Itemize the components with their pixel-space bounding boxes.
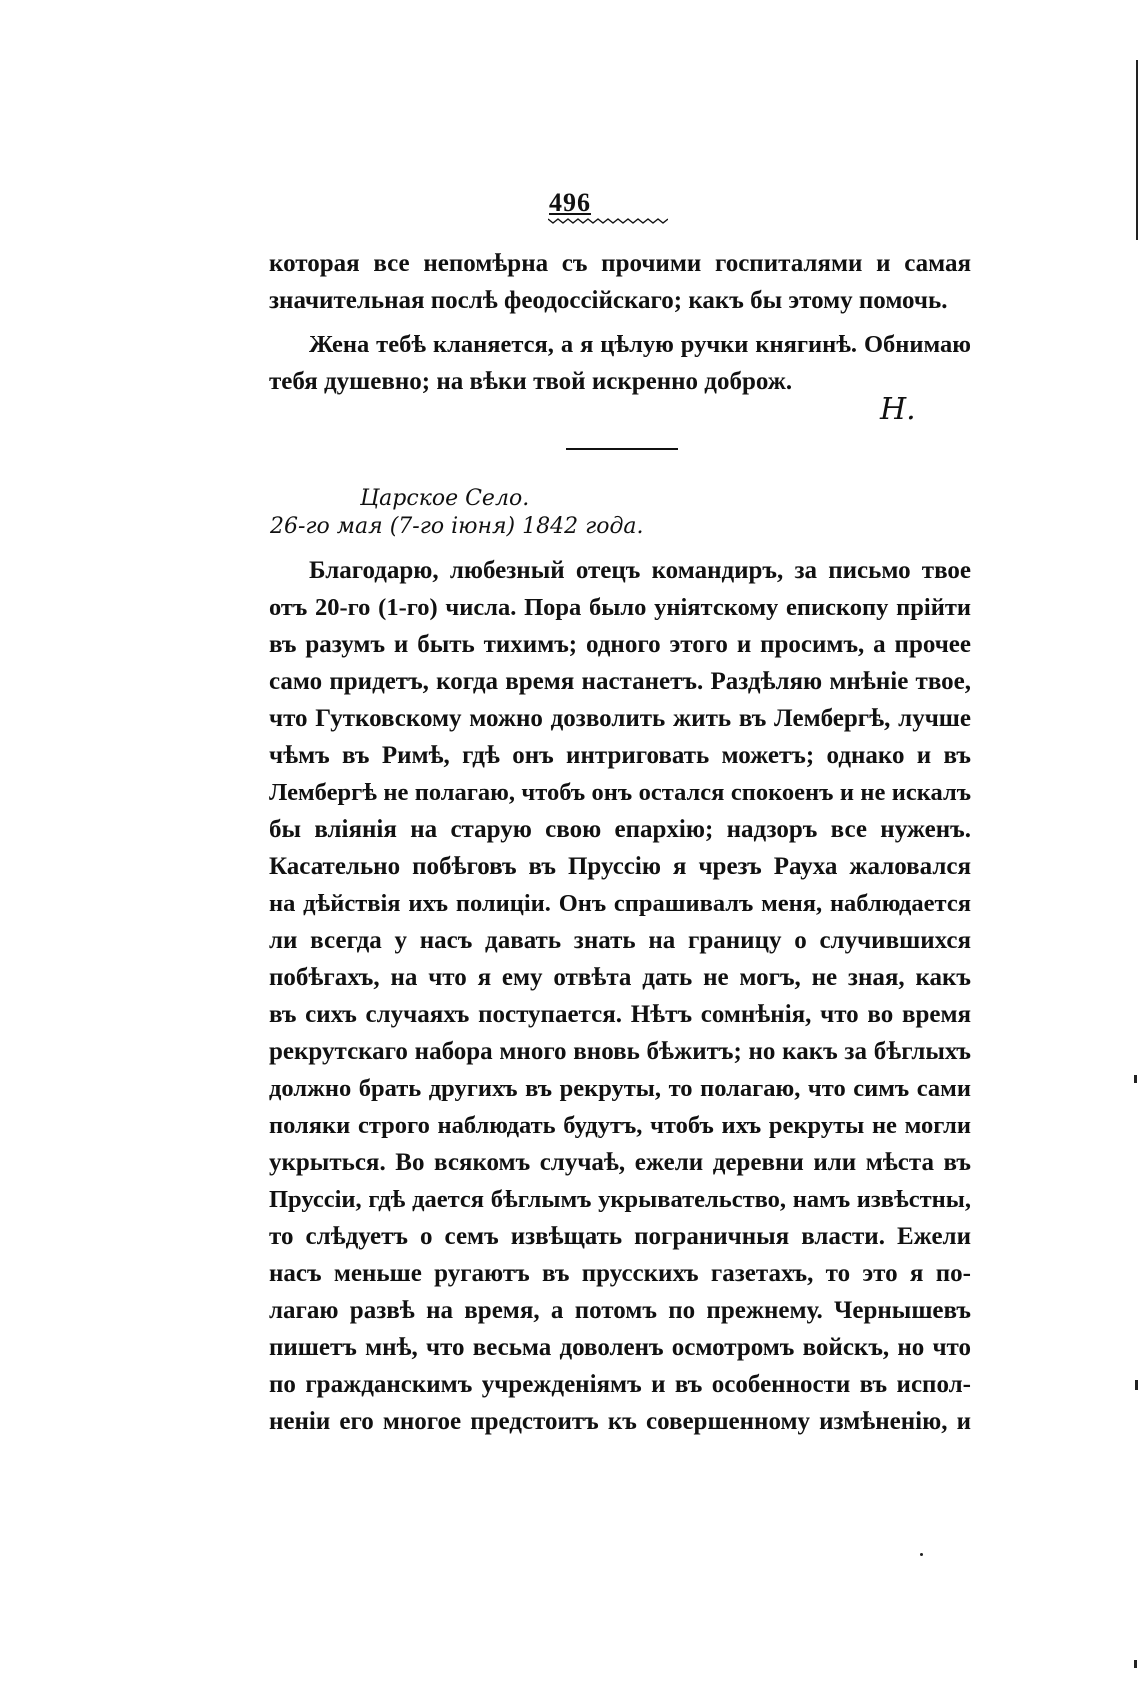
scan-dust-mark (920, 1553, 923, 1556)
page-number: 496 (549, 188, 591, 217)
scan-edge-mark (1134, 1075, 1137, 1083)
scan-edge-mark (1134, 1660, 1137, 1668)
scan-edge-mark (1136, 60, 1138, 240)
scan-edge-mark (1135, 1380, 1138, 1390)
text-line: въ сихъ случаяхъ поступается. Нѣтъ сомнѣнія, что во время (269, 1001, 971, 1028)
signature: Н. (880, 392, 916, 427)
text-line: которая все непомѣрна съ прочими госпиталями и самая (269, 250, 971, 277)
text-line: пишетъ мнѣ, что весьма доволенъ осмотромъ войскъ, но что (269, 1334, 971, 1361)
text-line: рекрутскаго набора много вновь бѣжитъ; но какъ за бѣглыхъ (269, 1038, 971, 1065)
text-line: должно брать другихъ въ рекруты, то полагаю, что симъ сами (269, 1075, 971, 1102)
text-line: лагаю развѣ на время, а потомъ по прежнему. Чернышевъ (269, 1297, 971, 1324)
text-line: значительная послѣ феодоссійскаго; какъ бы этому помочь. (269, 287, 948, 314)
text-line: насъ меньше ругаютъ въ прусскихъ газетахъ, то это я по- (269, 1260, 971, 1287)
text-line: тебя душевно; на вѣки твой искренно доброж. (269, 368, 793, 395)
text-line: бы вліянія на старую свою епархію; надзоръ все нуженъ. (269, 816, 971, 843)
text-line: укрыться. Во всякомъ случаѣ, ежели деревни или мѣста въ (269, 1149, 971, 1176)
text-line: на дѣйствія ихъ полиціи. Онъ спрашивалъ меня, наблюдается (269, 890, 971, 917)
text-line: отъ 20-го (1-го) числа. Пора было уніятскому епископу прійти (269, 594, 971, 621)
text-line: поляки строго наблюдать будутъ, чтобъ ихъ рекруты не могли (269, 1112, 971, 1139)
text-line: неніи его многое предстоитъ къ совершенному измѣненію, и (269, 1408, 971, 1435)
text-line: Пруссіи, гдѣ дается бѣглымъ укрывательство, намъ извѣстны, (269, 1186, 971, 1213)
text-line: въ разумъ и быть тихимъ; одного этого и просимъ, а прочее (269, 631, 971, 658)
letter-continuation (269, 245, 971, 400)
text-line: ли всегда у насъ давать знать на границу о случившихся (269, 927, 971, 954)
text-line: Жена тебѣ кланяется, а я цѣлую ручки княгинѣ. Обнимаю (309, 331, 971, 358)
letter-place: Царское Село. (360, 486, 530, 511)
text-line: Лембергѣ не полагаю, чтобъ онъ остался спокоенъ и не искалъ (269, 779, 971, 806)
letter-date: 26-го мая (7-го іюня) 1842 года. (270, 514, 644, 539)
letter-body (269, 552, 971, 1440)
text-line: по гражданскимъ учрежденіямъ и въ особенности въ испол- (269, 1371, 971, 1398)
text-line: Благодарю, любезный отецъ командиръ, за письмо твое (309, 557, 971, 584)
section-divider (566, 448, 678, 450)
text-line: что Гутковскому можно дозволить жить въ Лембергѣ, лучше (269, 705, 971, 732)
text-line: Касательно побѣговъ въ Пруссію я чрезъ Рауха жаловался (269, 853, 971, 880)
text-line: чѣмъ въ Римѣ, гдѣ онъ интриговать можетъ; однако и въ (269, 742, 971, 769)
text-line: то слѣдуетъ о семъ извѣщать пограничныя власти. Ежели (269, 1223, 971, 1250)
page-number-ornament (548, 213, 668, 225)
text-line: побѣгахъ, на что я ему отвѣта дать не могъ, не зная, какъ (269, 964, 971, 991)
text-line: само придетъ, когда время настанетъ. Раздѣляю мнѣніе твое, (269, 668, 971, 695)
